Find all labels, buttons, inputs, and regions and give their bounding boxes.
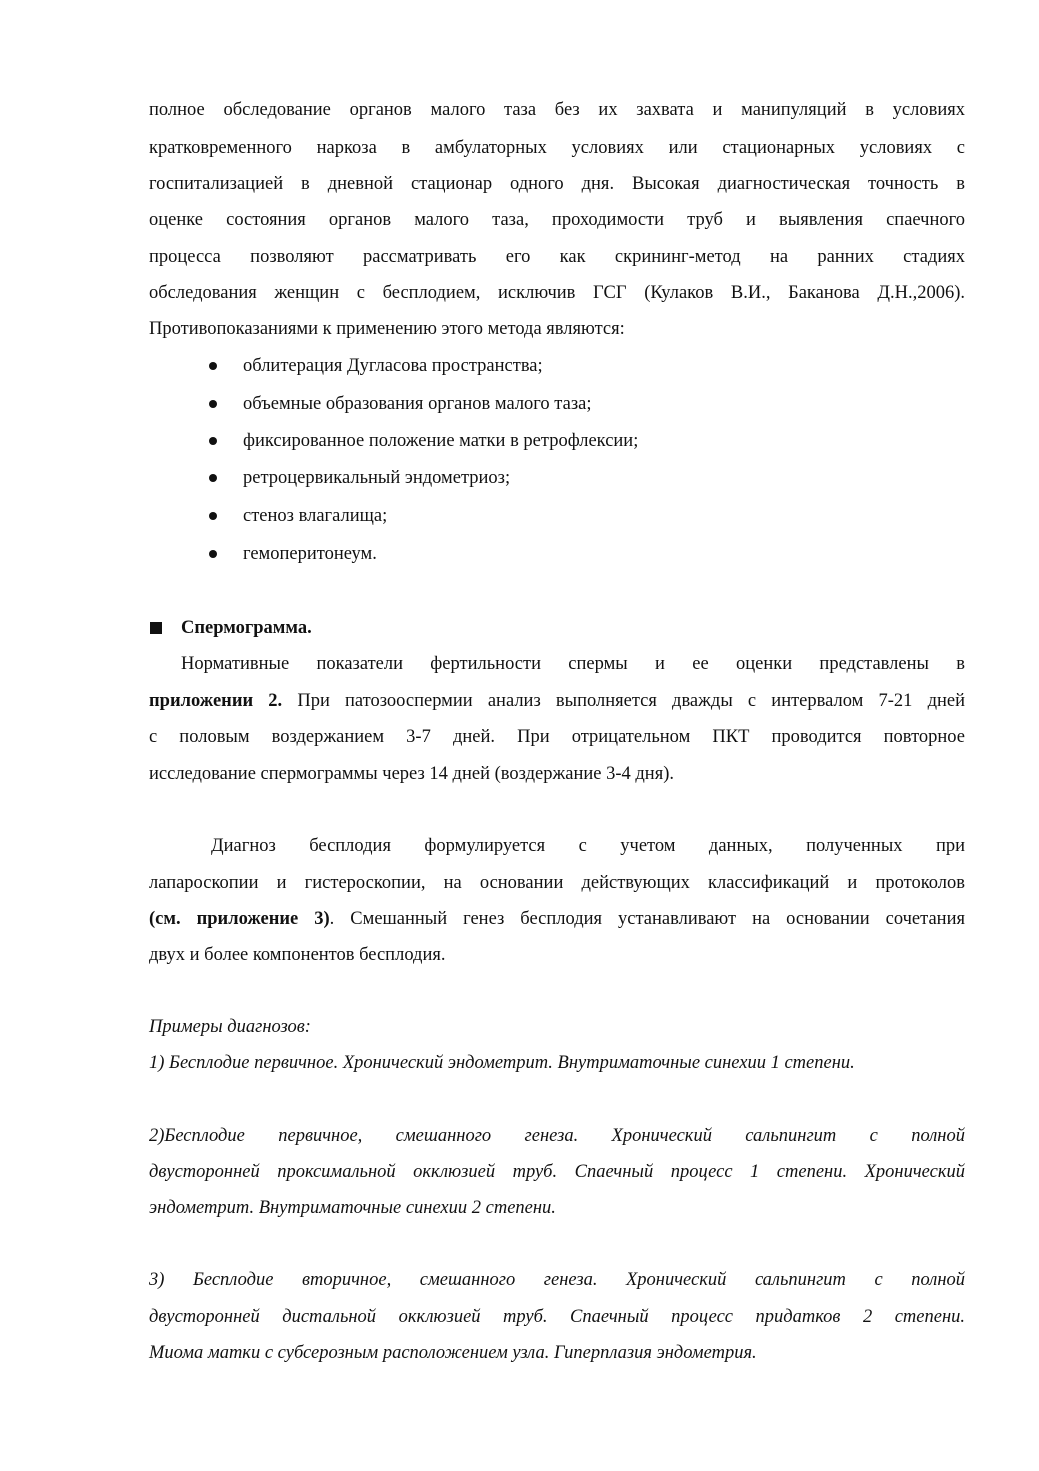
list-item: гемоперитонеум. [243, 544, 377, 564]
bullet-icon [209, 400, 217, 408]
spermogram-line-3: с половым воздержанием 3-7 дней. При отрицательном ПКТ проводится повторное [149, 727, 965, 747]
bullet-icon [209, 550, 217, 558]
bullet-icon [209, 474, 217, 482]
appendix-ref: приложении 2. [149, 691, 283, 711]
examples-heading: Примеры диагнозов: [149, 1017, 311, 1037]
section-heading-spermogram: Спермограмма. [181, 618, 312, 638]
example-3-line-1: 3) Бесплодие вторичное, смешанного генеза. Хронический сальпингит с полной [149, 1270, 965, 1290]
intro-line-3: госпитализацией в дневной стационар одного дня. Высокая диагностическая точность в [149, 174, 965, 194]
example-3-line-3: Миома матки с субсерозным расположением узла. Гиперплазия эндометрия. [149, 1343, 757, 1363]
appendix-ref: (см. приложение 3) [149, 909, 330, 929]
example-1: 1) Бесплодие первичное. Хронический эндометрит. Внутриматочные синехии 1 степени. [149, 1053, 855, 1073]
diagnosis-line-4: двух и более компонентов бесплодия. [149, 945, 446, 965]
diagnosis-line-2: лапароскопии и гистероскопии, на основании действующих классификаций и протоколов [149, 873, 965, 893]
bullet-icon [209, 362, 217, 370]
list-item: фиксированное положение матки в ретрофлексии; [243, 431, 639, 451]
list-item: ретроцервикальный эндометриоз; [243, 468, 511, 488]
example-2-line-2: двусторонней проксимальной окклюзией труб. Спаечный процесс 1 степени. Хронический [149, 1162, 965, 1182]
spermogram-line-2 [149, 689, 965, 713]
example-3-line-2: двусторонней дистальной окклюзией труб. Спаечный процесс придатков 2 степени. [149, 1307, 965, 1327]
diagnosis-line-1: Диагноз бесплодия формулируется с учетом данных, полученных при [211, 836, 965, 856]
intro-line-6: обследования женщин с бесплодием, исключив ГСГ (Кулаков В.И., Баканова Д.Н.,2006). [149, 283, 965, 303]
bullet-icon [209, 437, 217, 445]
bullet-icon [209, 512, 217, 520]
intro-line-5: процесса позволяют рассматривать его как скрининг-метод на ранних стадиях [149, 247, 965, 267]
spermogram-line-2-text: При патозооспермии анализ выполняется дважды с интервалом 7-21 дней [282, 691, 965, 711]
intro-line-4: оценке состояния органов малого таза, проходимости труб и выявления спаечного [149, 210, 965, 230]
example-2-line-1: 2)Бесплодие первичное, смешанного генеза. Хронический сальпингит с полной [149, 1126, 965, 1146]
square-bullet-icon [150, 622, 162, 634]
example-2-line-3: эндометрит. Внутриматочные синехии 2 степени. [149, 1198, 556, 1218]
intro-line-7: Противопоказаниями к применению этого метода являются: [149, 319, 625, 339]
spermogram-line-4: исследование спермограммы через 14 дней (воздержание 3-4 дня). [149, 764, 674, 784]
diagnosis-line-3-text: . Смешанный генез бесплодия устанавливают на основании сочетания [329, 909, 965, 929]
list-item: объемные образования органов малого таза; [243, 394, 592, 414]
intro-line-1: полное обследование органов малого таза без их захвата и манипуляций в условиях [149, 100, 965, 120]
intro-line-2: кратковременного наркоза в амбулаторных условиях или стационарных условиях с [149, 138, 965, 158]
diagnosis-line-3 [149, 907, 965, 931]
list-item: стеноз влагалища; [243, 506, 388, 526]
list-item: облитерация Дугласова пространства; [243, 356, 543, 376]
spermogram-line-1: Нормативные показатели фертильности спермы и ее оценки представлены в [181, 654, 965, 674]
